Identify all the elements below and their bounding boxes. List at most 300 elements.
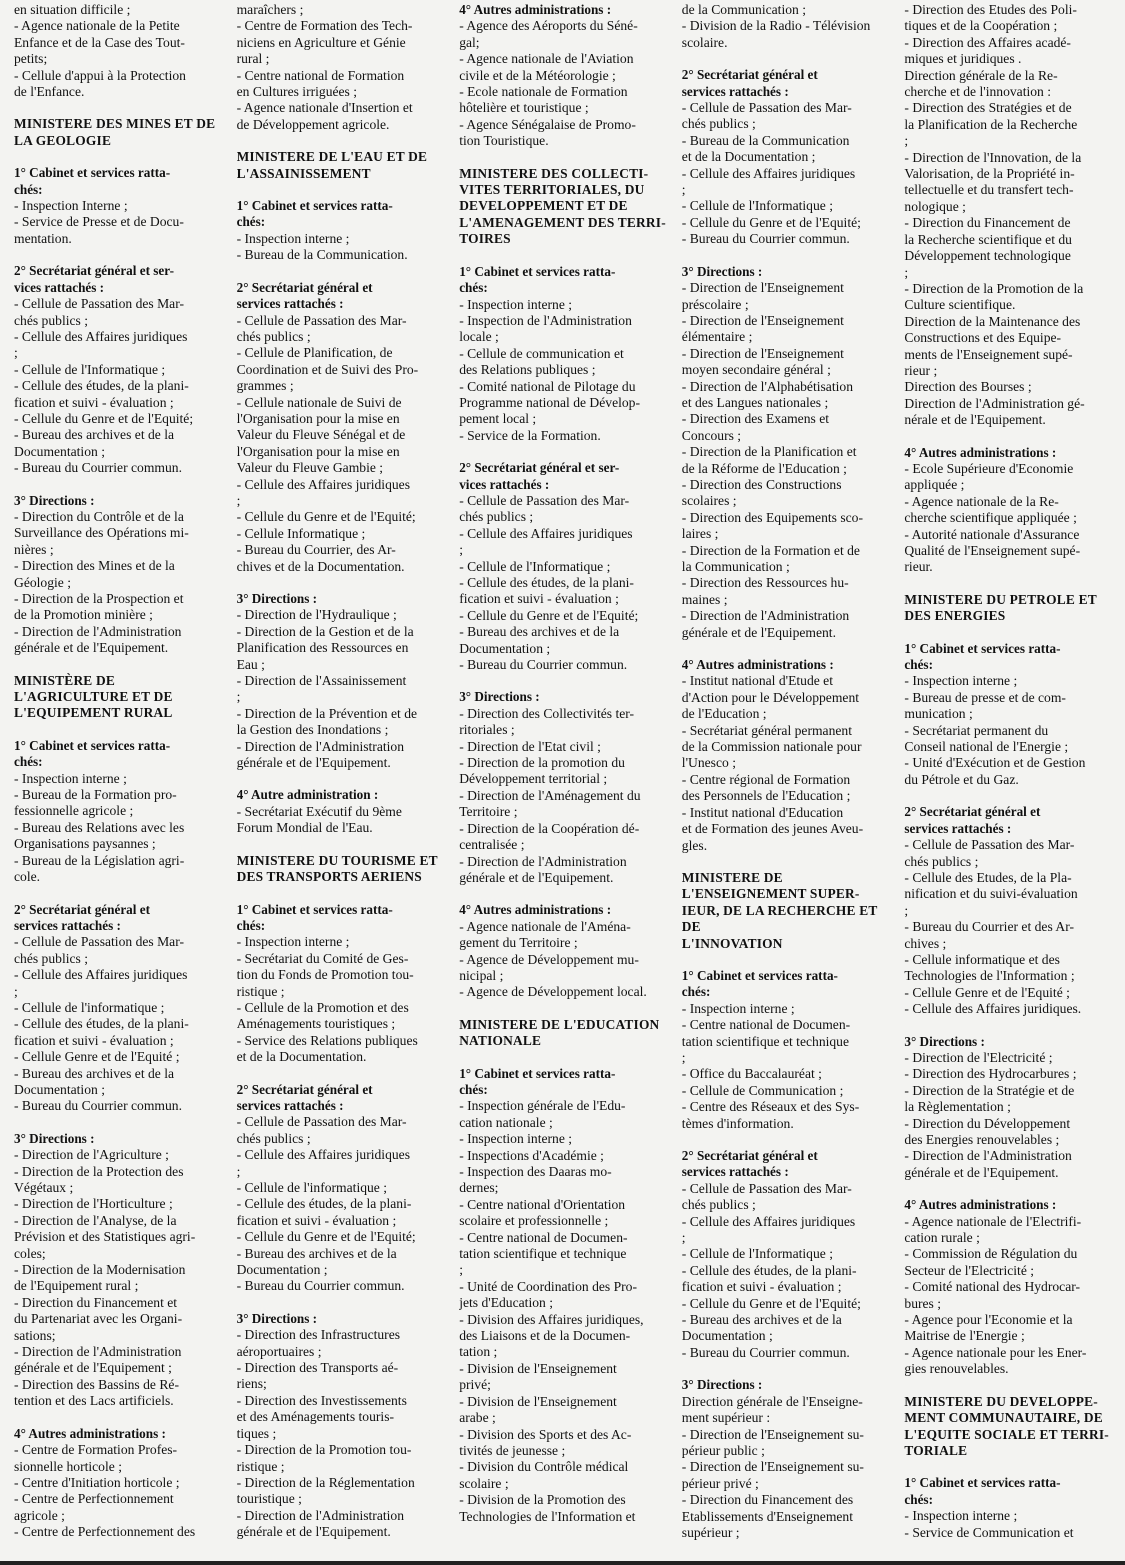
section-heading (14, 1426, 223, 1442)
text-line: - Cellule Informatique ; (236, 525, 366, 541)
heading-line: chés: (236, 917, 266, 933)
text-line: ; (681, 1230, 686, 1246)
text-line: - Direction de l'Agriculture ; (14, 1147, 169, 1163)
heading-line: 1° Cabinet et services ratta- (14, 737, 171, 753)
text-line: nification et du suivi-évaluation (904, 886, 1078, 902)
text-line: scolaire. (681, 34, 728, 50)
text-paragraph (682, 673, 891, 853)
spacer (237, 771, 446, 787)
heading-line: services rattachés : (681, 83, 789, 99)
text-line: - Cellule des Affaires juridiques (681, 165, 856, 181)
section-heading (682, 1148, 891, 1181)
text-line: tation scientifique et technique (459, 1246, 627, 1262)
text-line: Culture scientifique. (904, 297, 1016, 313)
text-paragraph (682, 2, 891, 51)
heading-line: VITES TERRITORIALES, DU (459, 182, 645, 198)
text-line: - Cellule du Genre et de l'Equité; (459, 607, 639, 623)
text-line: - Direction de la Coopération dé- (459, 820, 640, 836)
text-line: tion Touristique. (459, 133, 549, 149)
text-line: - Direction des Hydrocarbures ; (904, 1066, 1077, 1082)
text-line: - Cellule des études, de la plani- (14, 378, 189, 394)
heading-line: 1° Cabinet et services ratta- (459, 1065, 616, 1081)
text-line: Valorisation, de la Propriété in- (904, 166, 1075, 182)
text-line: centralisée ; (459, 837, 525, 853)
text-line: - Cellule de Passation des Mar- (904, 837, 1075, 853)
text-line: de Développement agricole. (236, 116, 390, 132)
text-line: - Direction de l'Administration (904, 1148, 1072, 1164)
text-paragraph (237, 231, 446, 264)
heading-line: 4° Autres administrations : (459, 2, 612, 17)
text-line: - Direction des Stratégies et de (904, 100, 1072, 116)
text-line: - Direction de la Promotion de la (904, 280, 1084, 296)
text-line: générale et de l'Equipement. (459, 869, 614, 885)
heading-line: MINISTERE DU DEVELOPPE- (904, 1393, 1098, 1409)
text-line: Aménagements touristiques ; (236, 1016, 396, 1032)
text-line: - Ecole Supérieure d'Economie (904, 460, 1074, 476)
text-line: - Cellule du Genre et de l'Equité; (681, 1295, 861, 1311)
text-line: - Cellule de Passation des Mar- (236, 1114, 407, 1130)
text-line: - Direction de la promotion du (459, 755, 625, 771)
section-heading (14, 1131, 223, 1147)
text-line: et des Langues nationales ; (681, 394, 829, 410)
text-line: - Bureau de la Communication. (236, 247, 408, 263)
text-line: Programme national de Dévelop- (459, 394, 641, 410)
text-line: - Division des Sports et des Ac- (459, 1426, 632, 1442)
text-line: - Agence de Développement mu- (459, 951, 639, 967)
text-line: Valeur du Fleuve Gambie ; (236, 460, 384, 476)
text-line: - Agence nationale de la Petite (14, 18, 180, 34)
spacer (682, 952, 891, 968)
text-line: - Direction de l'Enseignement (681, 312, 844, 328)
heading-line: DES TRANSPORTS AERIENS (236, 869, 422, 885)
text-line: cherche et de l'innovation : (904, 84, 1052, 100)
text-line: arabe ; (459, 1410, 496, 1426)
text-line: Valeur du Fleuve Sénégal et de (236, 427, 406, 443)
text-line: - Cellule Genre et de l'Equité ; (904, 984, 1070, 1000)
text-line: Géologie ; (14, 574, 72, 590)
text-line: nicipal ; (459, 967, 504, 983)
text-line: - Bureau du Courrier et des Ar- (904, 919, 1074, 935)
text-line: - Bureau de presse et de com- (904, 689, 1066, 705)
text-line: nologique ; (904, 198, 966, 214)
text-line: scolaires ; (681, 493, 737, 509)
text-paragraph (904, 673, 1113, 788)
heading-line: 1° Cabinet et services ratta- (236, 198, 393, 214)
text-line: - Office du Baccalauréat ; (681, 1066, 822, 1082)
text-line: - Direction des Collectivités ter- (459, 705, 635, 721)
text-line: supérieur ; (681, 1524, 740, 1540)
text-line: d'Action pour le Développement (681, 689, 860, 705)
text-line: de la Commission nationale pour (681, 739, 862, 755)
text-line: - Direction de l'Aménagement du (459, 787, 641, 803)
heading-line: 4° Autre administration : (236, 787, 379, 803)
text-line: Développement technologique (904, 248, 1071, 264)
text-line: - Bureau du Courrier commun. (14, 1098, 182, 1114)
text-line: - Cellule de Communication ; (681, 1082, 844, 1098)
text-line: scolaire ; (459, 1475, 509, 1491)
text-line: - Centre d'Initiation horticole ; (14, 1474, 180, 1490)
text-paragraph (237, 934, 446, 1065)
spacer (904, 576, 1113, 592)
text-line: - Direction de la Réglementation (236, 1474, 415, 1490)
text-line: - Bureau des archives et de la (236, 1245, 397, 1261)
heading-line: LA GEOLOGIE (14, 132, 112, 148)
text-line: - Bureau des archives et de la (14, 1065, 175, 1081)
text-line: dernes; (459, 1180, 499, 1196)
section-heading (237, 198, 446, 231)
text-line: - Direction de l'Horticulture ; (14, 1196, 173, 1212)
text-line: Eau ; (236, 656, 265, 672)
section-heading (904, 1197, 1113, 1213)
spacer (14, 149, 223, 165)
text-paragraph (682, 1394, 891, 1542)
text-line: aéroportuaires ; (236, 1343, 322, 1359)
text-line: - Agence des Aéroports du Séné- (459, 18, 638, 34)
text-line: - Centre national de Formation (236, 67, 405, 83)
heading-line: chés: (459, 1081, 488, 1097)
spacer (14, 1115, 223, 1131)
heading-line: L'ENSEIGNEMENT SUPER- (681, 886, 860, 902)
heading-line: 4° Autres administrations : (904, 1197, 1057, 1213)
text-paragraph (459, 297, 668, 445)
text-line: de l'Education ; (681, 706, 767, 722)
text-line: rieur. (904, 559, 933, 575)
heading-line: MINISTERE DES COLLECTI- (459, 165, 649, 181)
text-line: - Cellule de l'Informatique ; (681, 1246, 833, 1262)
text-line: - Institut national d'Education (681, 804, 844, 820)
text-line: et des Aménagements touris- (236, 1409, 395, 1425)
spacer (237, 1066, 446, 1082)
text-line: - Centre national d'Orientation (459, 1196, 626, 1212)
text-paragraph (682, 100, 891, 248)
heading-line: L'ASSAINISSEMENT (236, 165, 371, 181)
text-line: de l'Enfance. (14, 84, 85, 100)
text-column-3 (459, 2, 668, 1565)
ministry-heading (904, 1394, 1113, 1460)
spacer (14, 1410, 223, 1426)
text-line: - Centre de Formation des Tech- (236, 18, 413, 34)
text-line: - Inspection interne ; (459, 1131, 573, 1147)
text-line: tiques et de la Coopération ; (904, 18, 1058, 34)
text-line: ; (236, 689, 241, 705)
text-line: - Direction de l'Enseignement (681, 345, 844, 361)
text-line: - Direction des Infrastructures (236, 1327, 401, 1343)
heading-line: 4° Autres administrations : (904, 444, 1057, 460)
spacer (459, 248, 668, 264)
text-line: cation rurale ; (904, 1230, 980, 1246)
text-line: - Centre de Perfectionnement (14, 1491, 174, 1507)
spacer (237, 1295, 446, 1311)
text-line: - Cellule de la Promotion et des (236, 999, 409, 1015)
heading-line: DES ENERGIES (904, 608, 1006, 624)
text-line: préscolaire ; (681, 296, 749, 312)
text-line: Documentation ; (459, 640, 551, 656)
text-line: Documentation ; (14, 443, 105, 459)
text-line: et de la Documentation ; (681, 149, 816, 165)
text-paragraph (14, 198, 223, 247)
text-paragraph (904, 837, 1113, 1017)
text-line: ments de l'Enseignement supé- (904, 346, 1073, 362)
text-line: - Inspection interne ; (681, 1000, 795, 1016)
heading-line: 1° Cabinet et services ratta- (14, 165, 171, 181)
spacer (14, 477, 223, 493)
text-paragraph (14, 771, 223, 886)
text-line: - Direction de l'Hydraulique ; (236, 607, 397, 623)
text-line: de l'Equipement rural ; (14, 1278, 139, 1294)
text-line: - Cellule des études, de la plani- (236, 1196, 412, 1212)
text-line: Concours ; (681, 427, 742, 443)
section-heading (14, 263, 223, 296)
text-paragraph (237, 1327, 446, 1540)
text-line: nières ; (14, 541, 54, 557)
text-paragraph (904, 1050, 1113, 1181)
spacer (459, 444, 668, 460)
heading-line: DE (681, 919, 701, 935)
text-line: - Cellule des études, de la plani- (681, 1262, 857, 1278)
text-line: - Cellule du Genre et de l'Equité; (14, 410, 194, 426)
text-paragraph (459, 493, 668, 673)
text-line: - Cellule de Passation des Mar- (681, 1180, 852, 1196)
section-heading (14, 738, 223, 771)
section-heading (237, 1311, 446, 1327)
text-line: - Cellule du Genre et de l'Equité; (236, 1229, 416, 1245)
text-line: agricole ; (14, 1507, 65, 1523)
text-line: périeur public ; (681, 1442, 765, 1458)
text-line: - Bureau des archives et de la (459, 624, 620, 640)
text-line: - Agence nationale de la Re- (904, 493, 1059, 509)
heading-line: 2° Secrétariat général et (14, 901, 150, 917)
heading-line: MINISTERE DU TOURISME ET (236, 852, 438, 868)
heading-line: 3° Directions : (236, 1310, 318, 1326)
heading-line: L'INNOVATION (681, 935, 783, 951)
text-line: tation scientifique et technique (681, 1033, 850, 1049)
text-line: - Direction de l'Alphabétisation (681, 378, 853, 394)
text-line: la Recherche scientifique et du (904, 231, 1072, 247)
heading-line: chés: (459, 280, 488, 296)
text-line: Technologies de l'Information ; (904, 968, 1075, 984)
text-line: niciens en Agriculture et Génie (236, 34, 406, 50)
heading-line: chés: (681, 984, 711, 1000)
heading-line: L'AMENAGEMENT DES TERRI- (459, 214, 666, 230)
section-heading (14, 165, 223, 198)
text-line: - Direction de l'Innovation, de la (904, 149, 1082, 165)
text-line: et de Formation des jeunes Aveu- (681, 821, 864, 837)
spacer (904, 1018, 1113, 1034)
text-line: fication et suivi - évaluation ; (459, 591, 619, 607)
text-line: ; (904, 133, 909, 149)
heading-line: 1° Cabinet et services ratta- (236, 901, 393, 917)
section-heading (237, 787, 446, 803)
bottom-border (0, 1561, 1125, 1565)
text-line: rural ; (236, 51, 270, 67)
text-line: fication et suivi - évaluation ; (681, 1279, 842, 1295)
text-line: - Centre national de Documen- (459, 1229, 628, 1245)
text-line: - Cellule de Planification, de (236, 345, 393, 361)
text-paragraph (237, 1114, 446, 1294)
section-heading (237, 902, 446, 935)
heading-line: 3° Directions : (14, 1130, 95, 1146)
text-line: munication ; (904, 706, 973, 722)
text-line: - Cellule de l'Informatique ; (681, 198, 833, 214)
text-line: ment supérieur : (681, 1410, 771, 1426)
text-line: - Cellule des Affaires juridiques (236, 476, 410, 492)
section-heading (682, 968, 891, 1001)
text-line: - Direction des Constructions (681, 476, 842, 492)
text-line: - Bureau de la Formation pro- (14, 787, 177, 803)
text-line: - Inspection Interne ; (14, 198, 128, 214)
text-line: hôtelière et touristique ; (459, 100, 589, 116)
text-line: - Inspection générale de l'Edu- (459, 1098, 626, 1114)
text-line: - Autorité nationale d'Assurance (904, 526, 1080, 542)
text-line: - Direction des Transports aé- (236, 1360, 399, 1376)
text-line: ; (459, 1262, 463, 1278)
text-line: du Partenariat avec les Organi- (14, 1311, 183, 1327)
text-line: chés publics ; (236, 1130, 311, 1146)
text-line: - Bureau du Courrier commun. (459, 657, 628, 673)
text-line: - Agence Sénégalaise de Promo- (459, 116, 636, 132)
heading-line: chés: (14, 754, 43, 770)
text-line: - Direction des Etudes des Poli- (904, 2, 1077, 17)
spacer (237, 837, 446, 853)
text-line: ; (459, 542, 463, 558)
text-line: sations; (14, 1327, 56, 1343)
text-line: des Personnels de l'Education ; (681, 788, 851, 804)
text-line: scolaire et professionnelle ; (459, 1213, 609, 1229)
text-line: - Direction de la Prévention et de (236, 705, 418, 721)
heading-line: MENT COMMUNAUTAIRE, DE (904, 1410, 1103, 1426)
text-line: Technologies de l'Information et (459, 1508, 636, 1524)
text-line: - Direction du Développement (904, 1115, 1071, 1131)
text-line: petits; (14, 51, 48, 67)
spacer (459, 673, 668, 689)
text-line: - Centre national de Documen- (681, 1017, 851, 1033)
text-line: - Bureau de la Communication (681, 132, 850, 148)
text-line: - Secrétariat Exécutif du 9ème (236, 803, 402, 819)
text-line: locale ; (459, 329, 499, 345)
text-line: - Cellule de l'informatique ; (14, 999, 165, 1015)
text-line: ; (236, 1163, 241, 1179)
text-line: - Cellule de Passation des Mar- (236, 312, 407, 328)
heading-line: 2° Secrétariat général et ser- (14, 263, 175, 279)
text-line: cherche scientifique appliquée ; (904, 510, 1077, 526)
text-line: tèmes d'information. (681, 1115, 794, 1131)
text-line: chés publics ; (681, 1197, 756, 1213)
text-line: - Direction de l'Administration (681, 608, 850, 624)
text-line: - Direction de l'Administration (236, 738, 405, 754)
spacer (237, 886, 446, 902)
text-line: - Direction de l'Administration (459, 853, 627, 869)
text-line: - Direction de la Protection des (14, 1163, 184, 1179)
text-line: - Cellule informatique et des (904, 951, 1060, 967)
heading-line: 2° Secrétariat général et (904, 804, 1041, 820)
text-line: Documentation ; (236, 1262, 328, 1278)
text-paragraph (904, 1508, 1113, 1541)
text-line: - Bureau du Courrier commun. (14, 460, 182, 476)
text-paragraph (14, 2, 223, 100)
text-line: - Division de la Promotion des (459, 1492, 626, 1508)
heading-line: 2° Secrétariat général et ser- (459, 460, 620, 476)
text-line: - Cellule de Passation des Mar- (459, 492, 630, 508)
text-line: Planification des Ressources en (236, 640, 409, 656)
text-line: cation nationale ; (459, 1114, 553, 1130)
ministry-heading (682, 870, 891, 952)
text-line: la Planification de la Recherche (904, 116, 1078, 132)
spacer (904, 1378, 1113, 1394)
text-line: - Cellule des études, de la plani- (459, 575, 634, 590)
text-column-2 (237, 2, 446, 1565)
text-line: privé; (459, 1377, 491, 1393)
heading-line: DEVELOPPEMENT ET DE (459, 198, 628, 214)
spacer (459, 1001, 668, 1017)
text-line: chés publics ; (904, 853, 979, 869)
heading-line: 3° Directions : (904, 1033, 985, 1049)
text-line: - Cellule de Passation des Mar- (681, 100, 852, 116)
text-line: générale et de l'Equipement. (14, 640, 169, 656)
ministry-heading (237, 853, 446, 886)
text-line: des Energies renouvelables ; (904, 1132, 1060, 1147)
heading-line: L'EQUITE SOCIALE ET TERRI- (904, 1426, 1109, 1442)
section-heading (459, 2, 668, 18)
heading-line: 1° Cabinet et services ratta- (681, 967, 838, 983)
text-line: Territoire ; (459, 804, 518, 820)
text-line: générale et de l'Equipement. (236, 1524, 391, 1540)
text-line: de la Communication ; (681, 2, 807, 17)
text-line: tellectuelle et du transfert tech- (904, 182, 1074, 198)
text-line: Coordination et de Suivi des Pro- (236, 361, 419, 377)
heading-line: 2° Secrétariat général et (236, 1081, 373, 1097)
heading-line: TOIRES (459, 231, 511, 247)
text-line: Prévision et des Statistiques agri- (14, 1229, 196, 1245)
heading-line: chés: (904, 657, 933, 673)
text-line: - Cellule des Affaires juridiques (236, 1147, 410, 1163)
text-line: ; (236, 492, 241, 508)
text-line: - Inspection des Daaras mo- (459, 1164, 612, 1179)
text-paragraph (14, 509, 223, 657)
text-line: en situation difficile ; (14, 2, 131, 17)
heading-line: 4° Autres administrations : (14, 1425, 166, 1441)
text-line: fication et suivi - évaluation ; (14, 1032, 174, 1048)
text-line: - Centre de Formation Profes- (14, 1442, 178, 1458)
text-line: grammes ; (236, 378, 294, 394)
text-line: tion du Fonds de Promotion tou- (236, 967, 414, 983)
section-heading (14, 902, 223, 935)
text-line: - Direction des Affaires acadé- (904, 34, 1071, 50)
text-line: Direction de l'Administration gé- (904, 395, 1085, 411)
section-heading (237, 1082, 446, 1115)
heading-line: chés: (236, 214, 266, 230)
spacer (682, 1361, 891, 1377)
heading-line: TORIALE (904, 1442, 968, 1458)
text-line: Direction des Bourses ; (904, 379, 1032, 395)
text-line: - Centre régional de Formation (681, 771, 851, 787)
section-heading (459, 1066, 668, 1099)
text-line: - Direction de la Stratégie et de (904, 1082, 1075, 1098)
text-line: tiques ; (236, 1425, 277, 1441)
text-line: Conseil national de l'Energie ; (904, 739, 1069, 755)
heading-line: services rattachés : (236, 1097, 344, 1113)
text-paragraph (459, 1098, 668, 1525)
heading-line: MINISTERE DE L'EAU ET DE (236, 149, 428, 165)
text-line: ; (14, 345, 18, 361)
text-line: - Direction du Financement des (681, 1492, 854, 1508)
text-line: Développement territorial ; (459, 771, 608, 787)
text-line: - Bureau du Courrier commun. (236, 1278, 405, 1294)
text-line: - Division de la Radio - Télévision (681, 18, 871, 34)
section-heading (459, 264, 668, 297)
ministry-heading (237, 149, 446, 182)
text-line: - Inspection interne ; (904, 1508, 1018, 1524)
text-line: Surveillance des Opérations mi- (14, 525, 189, 541)
